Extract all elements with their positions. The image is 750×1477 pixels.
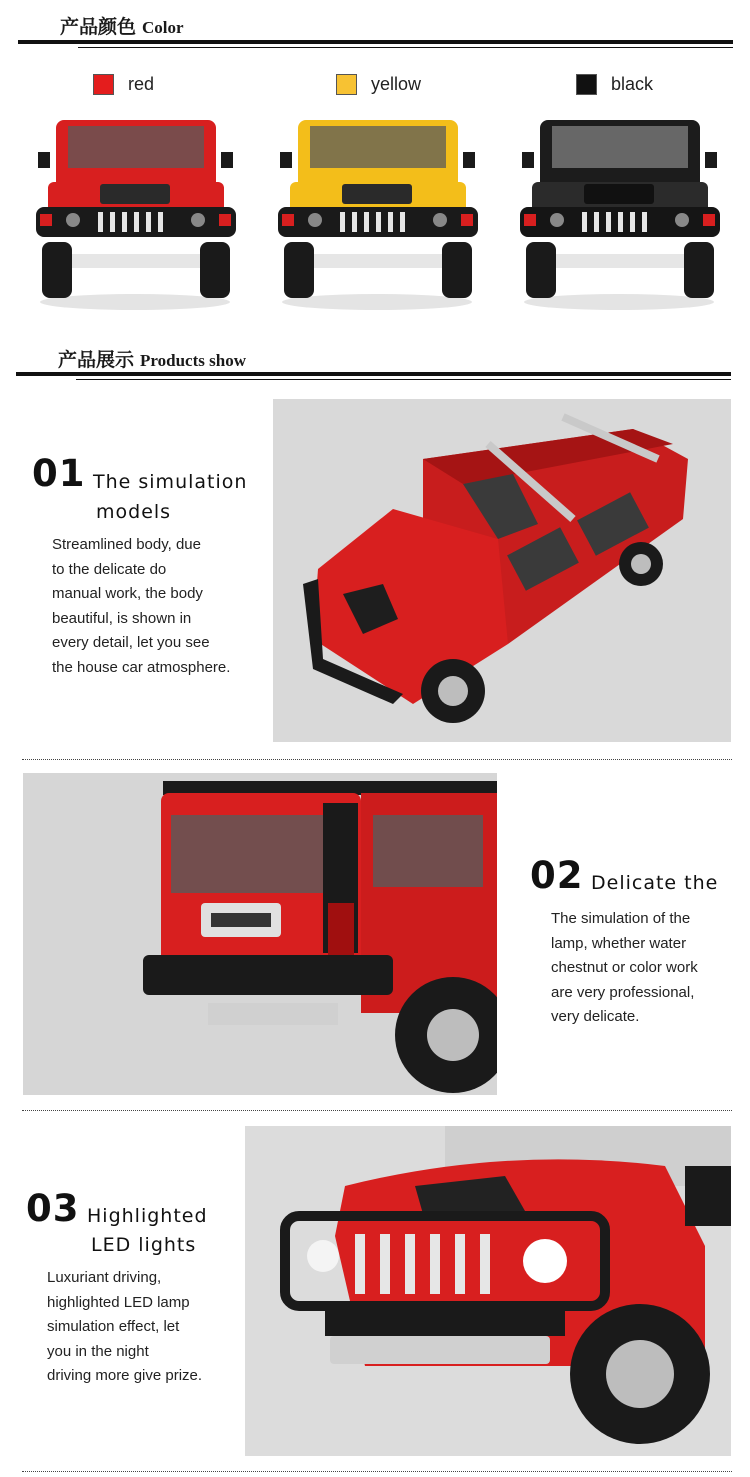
feature-2-description: The simulation of the lamp, whether water chestnut or color work are very professional, very delicate. bbox=[551, 910, 698, 1026]
separator-2 bbox=[22, 1110, 732, 1111]
product-photo-rear-view bbox=[23, 773, 497, 1095]
products-title-cn: 产品展示 bbox=[58, 349, 135, 371]
feature-3-number: 03 bbox=[26, 1187, 80, 1230]
product-photo-front-lights bbox=[245, 1126, 731, 1456]
feature-2-title-line1: Delicate the bbox=[591, 872, 719, 894]
color-section-header bbox=[18, 12, 733, 48]
swatch-black-box bbox=[576, 74, 597, 95]
feature-1-title-line1: The simulation bbox=[93, 471, 248, 493]
swatch-red bbox=[93, 72, 154, 96]
feature-2-number: 02 bbox=[530, 854, 584, 897]
header-rule-thin bbox=[76, 379, 731, 380]
swatch-black bbox=[576, 72, 653, 96]
feature-1-number: 01 bbox=[32, 452, 86, 495]
header-rule-thin bbox=[78, 47, 733, 48]
feature-1-description: Streamlined body, due to the delicate do manual work, the body beautiful, is shown in every detail, let you see the house car atmosphere. bbox=[52, 536, 231, 676]
swatch-yellow-label: yellow bbox=[371, 73, 422, 94]
color-section-title bbox=[60, 12, 184, 39]
feature-3-title-line1: Highlighted bbox=[87, 1205, 208, 1227]
swatch-black-label: black bbox=[611, 73, 654, 94]
separator-3 bbox=[22, 1471, 732, 1472]
header-rule-thick bbox=[18, 40, 733, 44]
header-rule-thick bbox=[16, 372, 731, 376]
feature-1-title-line2: models bbox=[96, 501, 172, 523]
car-front-yellow-image bbox=[270, 112, 485, 317]
car-front-red-image bbox=[28, 112, 243, 317]
products-section-header bbox=[16, 345, 731, 381]
feature-3-title-line2: LED lights bbox=[91, 1234, 197, 1256]
products-title-en: Products show bbox=[140, 351, 246, 370]
color-title-en: Color bbox=[142, 18, 184, 37]
product-photo-top-view bbox=[273, 399, 731, 742]
color-title-cn: 产品颜色 bbox=[60, 16, 137, 38]
car-front-black-image bbox=[512, 112, 727, 317]
separator-1 bbox=[22, 759, 732, 760]
swatch-yellow bbox=[336, 72, 421, 96]
products-section-title bbox=[58, 345, 246, 372]
swatch-yellow-box bbox=[336, 74, 357, 95]
swatch-red-label: red bbox=[128, 73, 155, 94]
feature-3-description: Luxuriant driving, highlighted LED lamp simulation effect, let you in the night driving more give prize. bbox=[47, 1269, 203, 1385]
swatch-red-box bbox=[93, 74, 114, 95]
